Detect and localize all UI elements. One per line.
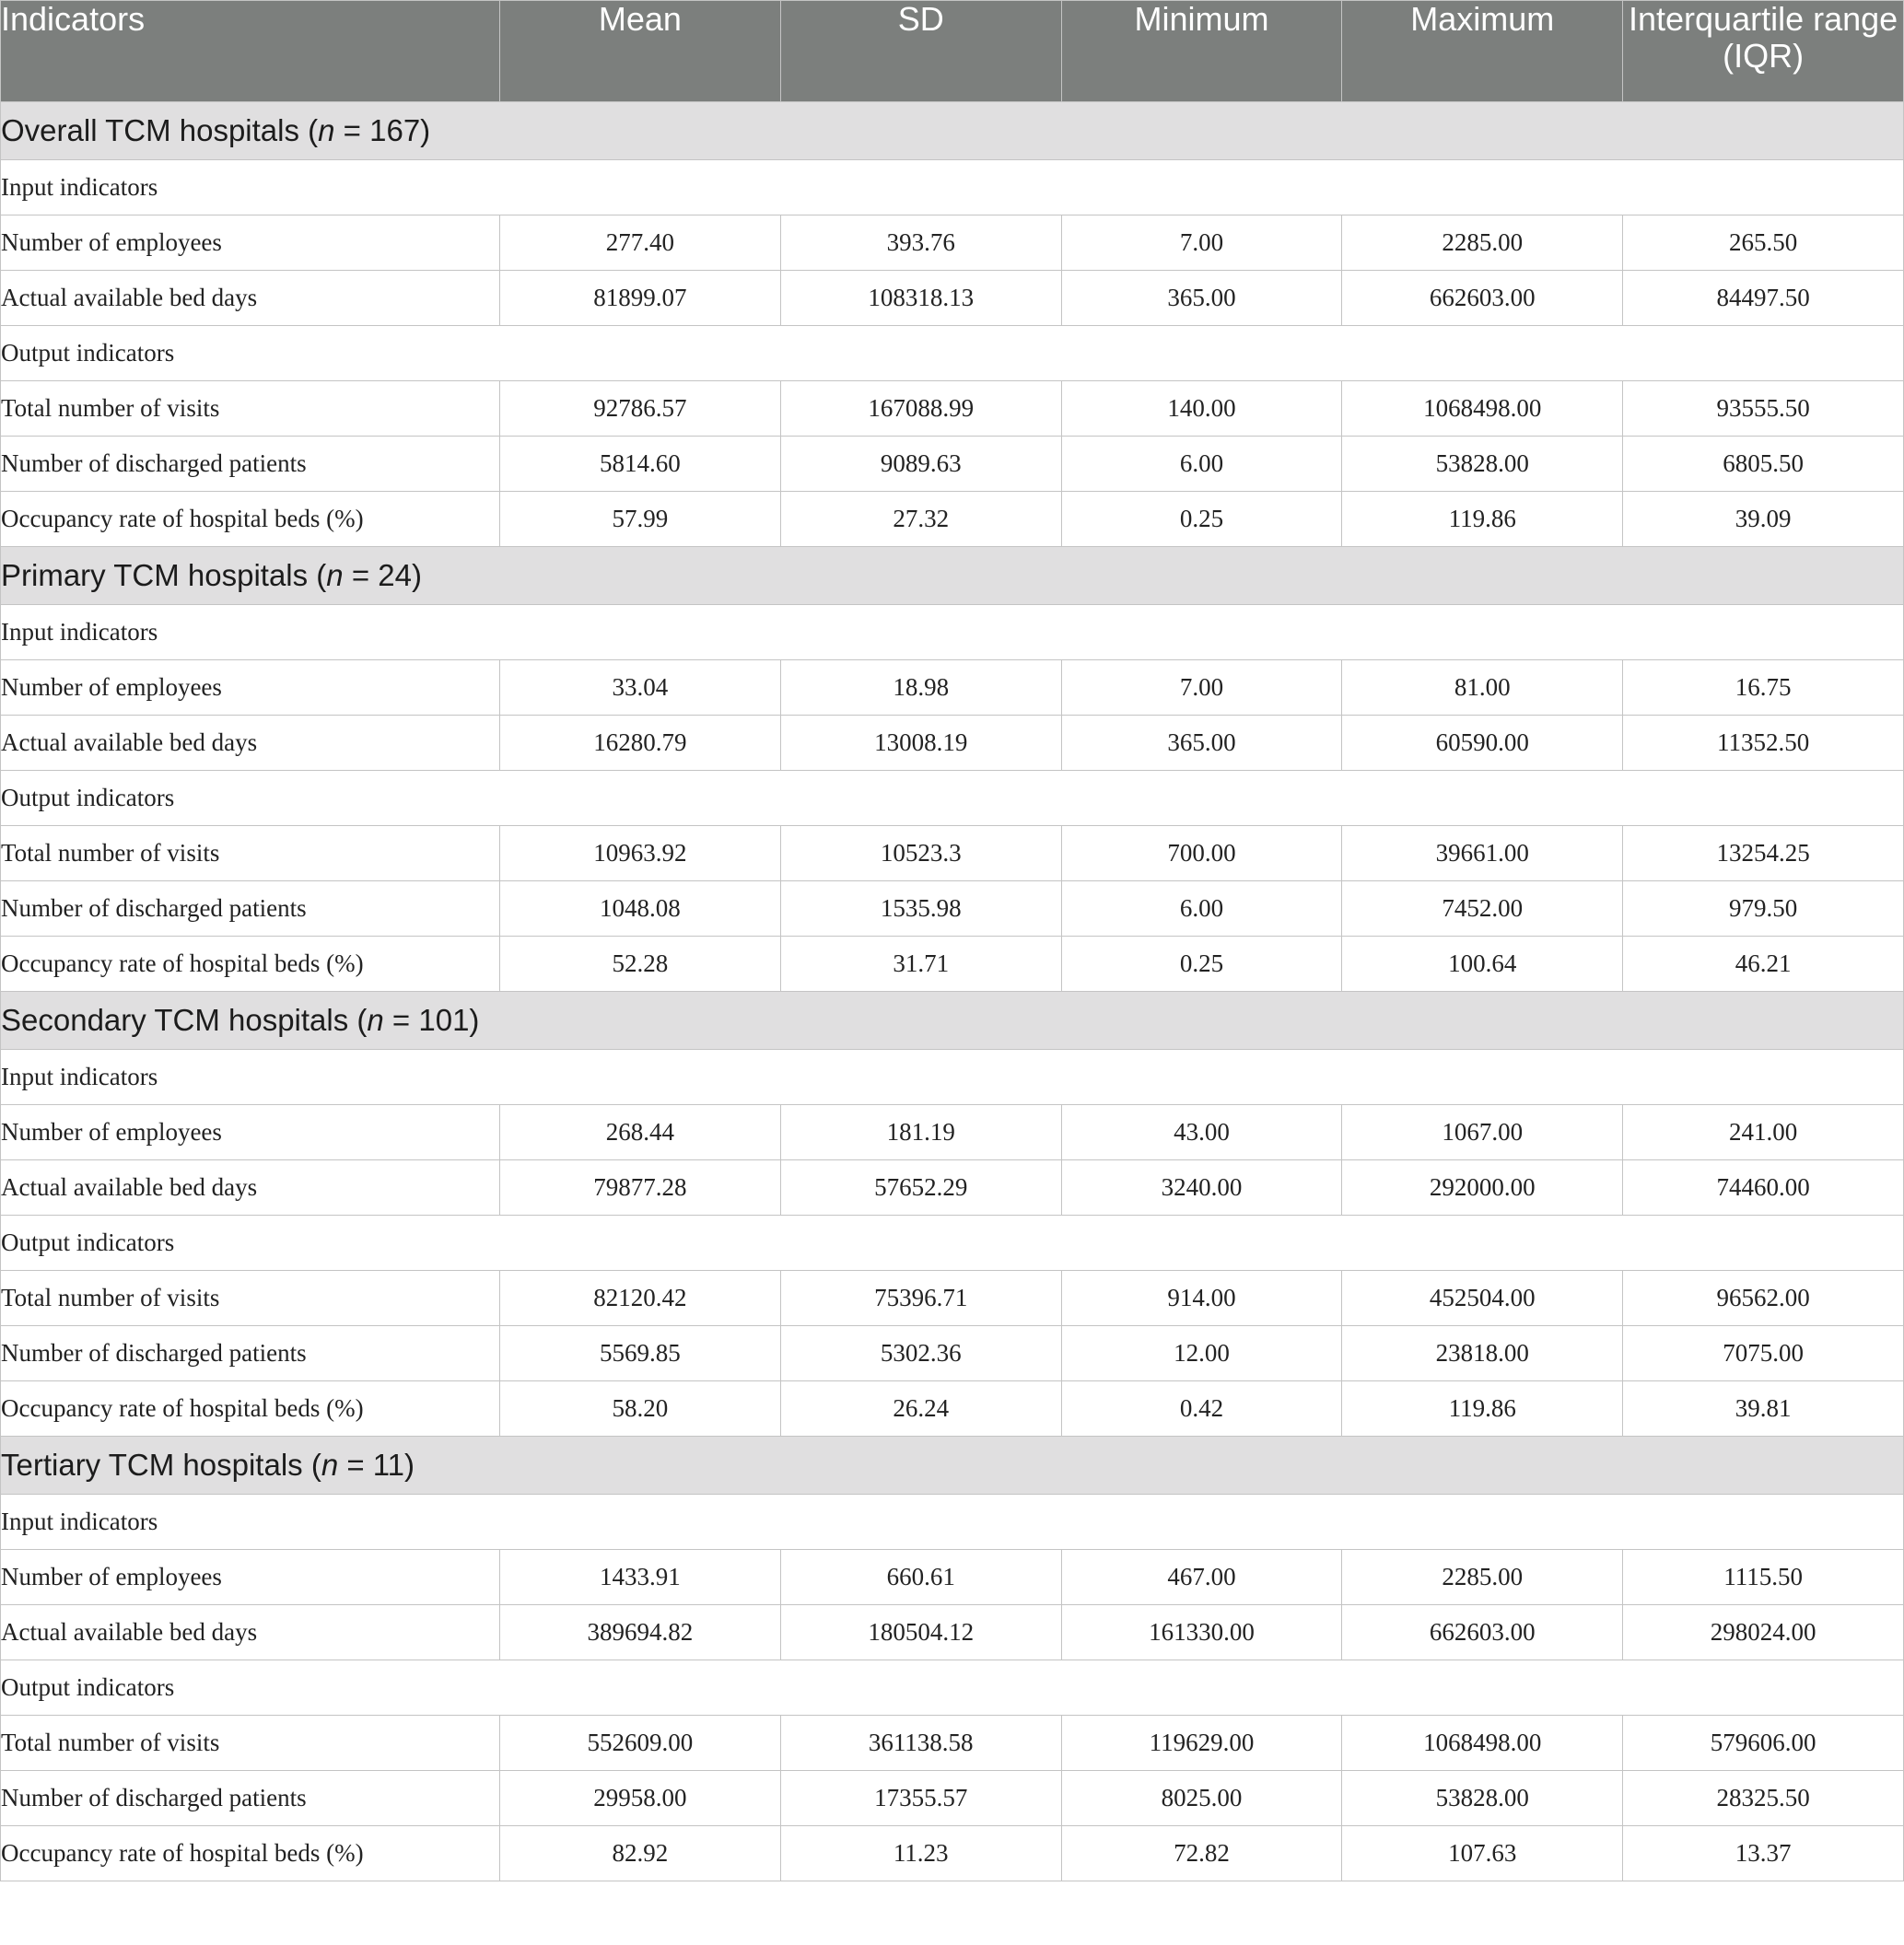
minimum-cell: 7.00 <box>1061 660 1342 716</box>
sd-cell: 11.23 <box>780 1826 1061 1881</box>
indicator-name-cell: Occupancy rate of hospital beds (%) <box>1 492 500 547</box>
sd-cell: 1535.98 <box>780 881 1061 937</box>
section-title <box>1 1437 1904 1495</box>
indicator-name-cell: Actual available bed days <box>1 716 500 771</box>
column-header-mean: Mean <box>500 1 781 102</box>
indicator-name-cell: Actual available bed days <box>1 1160 500 1216</box>
table-row <box>1 1716 1904 1771</box>
iqr-cell: 39.09 <box>1623 492 1904 547</box>
minimum-cell: 365.00 <box>1061 271 1342 326</box>
group-header-row <box>1 1495 1904 1550</box>
mean-cell: 33.04 <box>500 660 781 716</box>
group-header-row <box>1 160 1904 215</box>
minimum-cell: 0.42 <box>1061 1381 1342 1437</box>
sd-cell: 660.61 <box>780 1550 1061 1605</box>
mean-cell: 268.44 <box>500 1105 781 1160</box>
mean-cell: 92786.57 <box>500 381 781 437</box>
section-title-prefix: Secondary TCM hospitals ( <box>1 1003 368 1037</box>
sd-cell: 57652.29 <box>780 1160 1061 1216</box>
maximum-cell: 39661.00 <box>1342 826 1623 881</box>
mean-cell: 16280.79 <box>500 716 781 771</box>
indicator-name-cell: Number of employees <box>1 1550 500 1605</box>
group-label: Output indicators <box>1 1216 1904 1271</box>
maximum-cell: 1067.00 <box>1342 1105 1623 1160</box>
table-row <box>1 271 1904 326</box>
indicator-name-cell: Number of discharged patients <box>1 437 500 492</box>
iqr-cell: 265.50 <box>1623 215 1904 271</box>
group-header-row <box>1 605 1904 660</box>
indicator-name-cell: Number of discharged patients <box>1 881 500 937</box>
table-header <box>1 1 1904 102</box>
group-header-row <box>1 326 1904 381</box>
table-row <box>1 1381 1904 1437</box>
maximum-cell: 662603.00 <box>1342 271 1623 326</box>
iqr-cell: 28325.50 <box>1623 1771 1904 1826</box>
table-row <box>1 826 1904 881</box>
minimum-cell: 6.00 <box>1061 437 1342 492</box>
section-title-prefix: Primary TCM hospitals ( <box>1 558 327 592</box>
mean-cell: 29958.00 <box>500 1771 781 1826</box>
table-row <box>1 881 1904 937</box>
mean-cell: 10963.92 <box>500 826 781 881</box>
section-title-suffix: = 24) <box>343 558 422 592</box>
section-title-suffix: = 167) <box>334 113 431 147</box>
sd-cell: 18.98 <box>780 660 1061 716</box>
table-row <box>1 660 1904 716</box>
sd-cell: 27.32 <box>780 492 1061 547</box>
table-row <box>1 1105 1904 1160</box>
table-row <box>1 381 1904 437</box>
sd-cell: 181.19 <box>780 1105 1061 1160</box>
iqr-cell: 1115.50 <box>1623 1550 1904 1605</box>
section-header-row <box>1 992 1904 1050</box>
maximum-cell: 452504.00 <box>1342 1271 1623 1326</box>
iqr-cell: 7075.00 <box>1623 1326 1904 1381</box>
column-header-maximum: Maximum <box>1342 1 1623 102</box>
mean-cell: 82.92 <box>500 1826 781 1881</box>
section-n-label: n <box>367 1003 384 1037</box>
mean-cell: 58.20 <box>500 1381 781 1437</box>
iqr-cell: 96562.00 <box>1623 1271 1904 1326</box>
sd-cell: 393.76 <box>780 215 1061 271</box>
column-header-sd: SD <box>780 1 1061 102</box>
iqr-cell: 84497.50 <box>1623 271 1904 326</box>
mean-cell: 81899.07 <box>500 271 781 326</box>
sd-cell: 26.24 <box>780 1381 1061 1437</box>
sd-cell: 108318.13 <box>780 271 1061 326</box>
group-header-row <box>1 1660 1904 1716</box>
column-header-minimum: Minimum <box>1061 1 1342 102</box>
section-title <box>1 992 1904 1050</box>
group-header-row <box>1 1050 1904 1105</box>
table-row <box>1 1160 1904 1216</box>
table-row <box>1 937 1904 992</box>
maximum-cell: 1068498.00 <box>1342 381 1623 437</box>
iqr-cell: 13254.25 <box>1623 826 1904 881</box>
minimum-cell: 7.00 <box>1061 215 1342 271</box>
table-row <box>1 1271 1904 1326</box>
iqr-cell: 979.50 <box>1623 881 1904 937</box>
indicator-name-cell: Total number of visits <box>1 381 500 437</box>
mean-cell: 389694.82 <box>500 1605 781 1660</box>
iqr-cell: 39.81 <box>1623 1381 1904 1437</box>
mean-cell: 5814.60 <box>500 437 781 492</box>
mean-cell: 277.40 <box>500 215 781 271</box>
table-row <box>1 437 1904 492</box>
table-row <box>1 1550 1904 1605</box>
maximum-cell: 23818.00 <box>1342 1326 1623 1381</box>
maximum-cell: 119.86 <box>1342 1381 1623 1437</box>
maximum-cell: 292000.00 <box>1342 1160 1623 1216</box>
maximum-cell: 107.63 <box>1342 1826 1623 1881</box>
iqr-cell: 11352.50 <box>1623 716 1904 771</box>
indicator-name-cell: Number of discharged patients <box>1 1326 500 1381</box>
indicator-name-cell: Actual available bed days <box>1 1605 500 1660</box>
sd-cell: 10523.3 <box>780 826 1061 881</box>
minimum-cell: 3240.00 <box>1061 1160 1342 1216</box>
minimum-cell: 72.82 <box>1061 1826 1342 1881</box>
minimum-cell: 0.25 <box>1061 937 1342 992</box>
indicator-name-cell: Total number of visits <box>1 1716 500 1771</box>
sd-cell: 180504.12 <box>780 1605 1061 1660</box>
maximum-cell: 100.64 <box>1342 937 1623 992</box>
minimum-cell: 467.00 <box>1061 1550 1342 1605</box>
indicator-name-cell: Total number of visits <box>1 1271 500 1326</box>
table-body <box>1 102 1904 1881</box>
sd-cell: 31.71 <box>780 937 1061 992</box>
maximum-cell: 119.86 <box>1342 492 1623 547</box>
minimum-cell: 161330.00 <box>1061 1605 1342 1660</box>
maximum-cell: 53828.00 <box>1342 1771 1623 1826</box>
maximum-cell: 2285.00 <box>1342 1550 1623 1605</box>
iqr-cell: 93555.50 <box>1623 381 1904 437</box>
group-label: Input indicators <box>1 1050 1904 1105</box>
minimum-cell: 914.00 <box>1061 1271 1342 1326</box>
minimum-cell: 8025.00 <box>1061 1771 1342 1826</box>
table-row <box>1 492 1904 547</box>
indicator-name-cell: Number of employees <box>1 215 500 271</box>
sd-cell: 17355.57 <box>780 1771 1061 1826</box>
section-title-prefix: Overall TCM hospitals ( <box>1 113 319 147</box>
section-header-row <box>1 102 1904 160</box>
group-label: Output indicators <box>1 1660 1904 1716</box>
iqr-cell: 579606.00 <box>1623 1716 1904 1771</box>
group-header-row <box>1 771 1904 826</box>
mean-cell: 57.99 <box>500 492 781 547</box>
table-row <box>1 1605 1904 1660</box>
section-title-prefix: Tertiary TCM hospitals ( <box>1 1448 321 1482</box>
mean-cell: 1433.91 <box>500 1550 781 1605</box>
section-n-label: n <box>318 113 335 147</box>
maximum-cell: 2285.00 <box>1342 215 1623 271</box>
iqr-cell: 74460.00 <box>1623 1160 1904 1216</box>
iqr-cell: 241.00 <box>1623 1105 1904 1160</box>
section-title <box>1 102 1904 160</box>
maximum-cell: 60590.00 <box>1342 716 1623 771</box>
sd-cell: 13008.19 <box>780 716 1061 771</box>
minimum-cell: 119629.00 <box>1061 1716 1342 1771</box>
column-header-indicators: Indicators <box>1 1 500 102</box>
group-label: Output indicators <box>1 771 1904 826</box>
indicator-name-cell: Number of employees <box>1 1105 500 1160</box>
section-header-row <box>1 1437 1904 1495</box>
minimum-cell: 140.00 <box>1061 381 1342 437</box>
minimum-cell: 6.00 <box>1061 881 1342 937</box>
section-header-row <box>1 547 1904 605</box>
mean-cell: 1048.08 <box>500 881 781 937</box>
iqr-cell: 6805.50 <box>1623 437 1904 492</box>
group-label: Input indicators <box>1 605 1904 660</box>
table-row <box>1 215 1904 271</box>
mean-cell: 82120.42 <box>500 1271 781 1326</box>
maximum-cell: 7452.00 <box>1342 881 1623 937</box>
indicator-name-cell: Total number of visits <box>1 826 500 881</box>
minimum-cell: 0.25 <box>1061 492 1342 547</box>
column-header-iqr: Interquartile range (IQR) <box>1623 1 1904 102</box>
maximum-cell: 662603.00 <box>1342 1605 1623 1660</box>
indicator-name-cell: Actual available bed days <box>1 271 500 326</box>
indicator-name-cell: Number of employees <box>1 660 500 716</box>
section-n-label: n <box>326 558 344 592</box>
maximum-cell: 1068498.00 <box>1342 1716 1623 1771</box>
group-label: Input indicators <box>1 1495 1904 1550</box>
table-row <box>1 716 1904 771</box>
minimum-cell: 700.00 <box>1061 826 1342 881</box>
maximum-cell: 53828.00 <box>1342 437 1623 492</box>
table-row <box>1 1771 1904 1826</box>
group-label: Input indicators <box>1 160 1904 215</box>
section-title-suffix: = 101) <box>383 1003 480 1037</box>
sd-cell: 5302.36 <box>780 1326 1061 1381</box>
indicator-name-cell: Number of discharged patients <box>1 1771 500 1826</box>
indicator-name-cell: Occupancy rate of hospital beds (%) <box>1 1381 500 1437</box>
minimum-cell: 12.00 <box>1061 1326 1342 1381</box>
mean-cell: 52.28 <box>500 937 781 992</box>
indicator-name-cell: Occupancy rate of hospital beds (%) <box>1 937 500 992</box>
section-n-label: n <box>321 1448 339 1482</box>
sd-cell: 167088.99 <box>780 381 1061 437</box>
sd-cell: 361138.58 <box>780 1716 1061 1771</box>
table-row <box>1 1326 1904 1381</box>
indicator-name-cell: Occupancy rate of hospital beds (%) <box>1 1826 500 1881</box>
section-title-suffix: = 11) <box>338 1448 415 1482</box>
iqr-cell: 13.37 <box>1623 1826 1904 1881</box>
group-label: Output indicators <box>1 326 1904 381</box>
group-header-row <box>1 1216 1904 1271</box>
maximum-cell: 81.00 <box>1342 660 1623 716</box>
minimum-cell: 365.00 <box>1061 716 1342 771</box>
section-title <box>1 547 1904 605</box>
iqr-cell: 298024.00 <box>1623 1605 1904 1660</box>
sd-cell: 9089.63 <box>780 437 1061 492</box>
iqr-cell: 16.75 <box>1623 660 1904 716</box>
header-row <box>1 1 1904 102</box>
minimum-cell: 43.00 <box>1061 1105 1342 1160</box>
table-row <box>1 1826 1904 1881</box>
iqr-cell: 46.21 <box>1623 937 1904 992</box>
mean-cell: 79877.28 <box>500 1160 781 1216</box>
mean-cell: 5569.85 <box>500 1326 781 1381</box>
mean-cell: 552609.00 <box>500 1716 781 1771</box>
sd-cell: 75396.71 <box>780 1271 1061 1326</box>
